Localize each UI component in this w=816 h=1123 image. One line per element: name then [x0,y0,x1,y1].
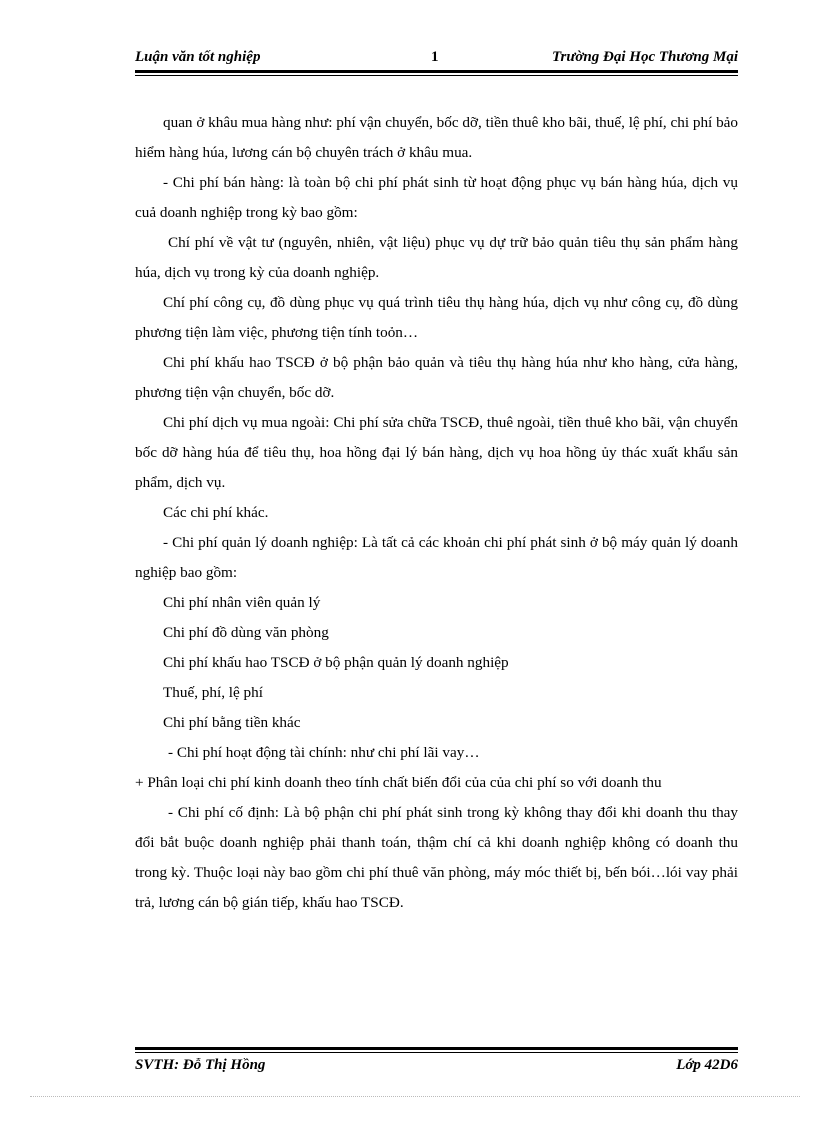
footer-rule-thin [135,1052,738,1053]
paragraph: Chí phí về vật tư (nguyên, nhiên, vật liệu) phục vụ dự trữ bảo quản tiêu thụ sản phẩm hàng húa, dịch vụ trong kỳ của doanh nghiệp. [135,234,738,281]
paragraph: quan ở khâu mua hàng như: phí vận chuyển, bốc dỡ, tiền thuê kho bãi, thuế, lệ phí, chi phí bảo hiểm hàng húa, lương cán bộ chuyên trách ở khâu mua. [135,114,738,161]
paragraph: - Chi phí quản lý doanh nghiệp: Là tất cả các khoản chi phí phát sinh ở bộ máy quản lý doanh nghiệp bao gồm: [135,534,738,581]
paragraph: Chi phí dịch vụ mua ngoài: Chi phí sửa chữa TSCĐ, thuê ngoài, tiền thuê kho bãi, vận chuyển bốc dỡ hàng húa để tiêu thụ, hoa hồng đại lý bán hàng, dịch vụ hoa hồng ủy thác xuất khẩu sản phẩm, dịch vụ. [135,414,738,491]
paragraph: - Chi phí hoạt động tài chính: như chi phí lãi vay… [168,744,480,761]
header-rule-thick [135,70,738,73]
list-item: Chi phí đồ dùng văn phòng [163,624,329,641]
page-footer [135,1055,738,1077]
list-item: Chi phí bằng tiền khác [163,714,301,731]
page-number: 1 [431,49,439,65]
page-header [135,47,738,69]
paragraph: - Chi phí cố định: Là bộ phận chi phí phát sinh trong kỳ không thay đổi khi doanh thu thay đổi bắt buộc doanh nghiệp phải thanh toán, thậm chí cả khi doanh nghiệp không có doanh thu trong kỳ. Thuộc loại này bao gồm chi phí thuê văn phòng, máy móc thiết bị, bến bói…lói vay phải trả, lương cán bộ gián tiếp, khấu hao TSCĐ. [135,804,738,911]
header-thesis-title: Luận văn tốt nghiệp [135,49,261,65]
paragraph: - Chi phí bán hàng: là toàn bộ chi phí phát sinh từ hoạt động phục vụ bán hàng húa, dịch vụ cuả doanh nghiệp trong kỳ bao gồm: [135,174,738,221]
paragraph: Các chi phí khác. [163,504,269,521]
header-rule-thin [135,75,738,76]
header-university-name: Trường Đại Học Thương Mại [551,49,738,65]
list-item: Thuế, phí, lệ phí [163,684,263,701]
paragraph: Chí phí công cụ, đồ dùng phục vụ quá trình tiêu thụ hàng húa, dịch vụ như công cụ, đồ dùng phương tiện làm việc, phương tiện tính toỏn… [135,294,738,341]
list-item: Chi phí khấu hao TSCĐ ở bộ phận quản lý doanh nghiệp [163,654,509,671]
footer-class-code: Lớp 42D6 [676,1057,738,1073]
paragraph: + Phân loại chi phí kinh doanh theo tính chất biến đổi của của chi phí so với doanh thu [135,774,662,791]
footer-student-name: SVTH: Đỗ Thị Hồng [135,1057,266,1073]
page-body [135,108,738,918]
paragraph: Chi phí khấu hao TSCĐ ở bộ phận bảo quản và tiêu thụ hàng húa như kho hàng, cửa hàng, phương tiện vận chuyển, bốc dỡ. [135,354,738,401]
footer-rule-thick [135,1047,738,1050]
page-bottom-edge [30,1096,800,1097]
list-item: Chi phí nhân viên quản lý [163,594,321,611]
